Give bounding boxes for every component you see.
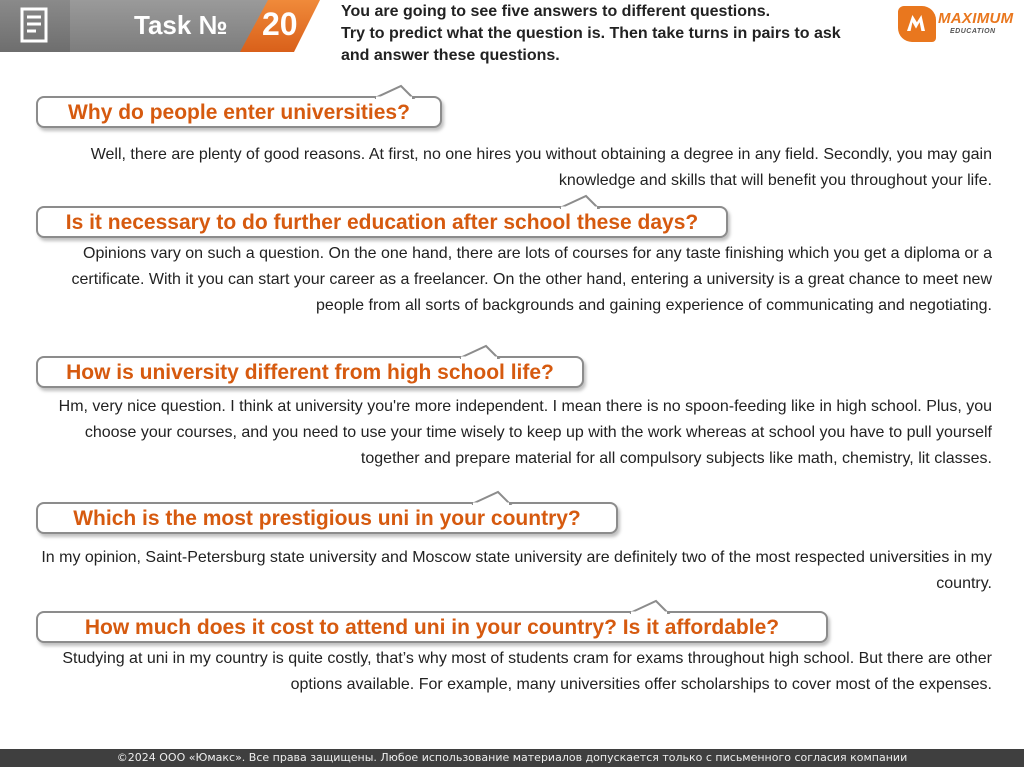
answer-text-3: Hm, very nice question. I think at university you're more independent. I mean there is no spoon-feeding like in high school. Plus, you choose your courses, and you need to use your time wisely to keep up with the work whereas at school you have to pull yourself together and prepare material for all compulsory subjects like math, chemistry, lit classes. (58, 398, 992, 467)
question-bubble-2 (36, 206, 728, 238)
instruction-line-2: Try to predict what the question is. Then take turns in pairs to ask and answer these questions. (341, 25, 841, 64)
bubble-tail (373, 85, 433, 99)
question-bubble-4 (36, 502, 618, 534)
question-text-5: How much does it cost to attend uni in your country? Is it affordable? (84, 616, 780, 639)
header-icon-box (0, 0, 70, 52)
bubble-tail (458, 345, 518, 359)
bubble-tail (558, 195, 618, 209)
logo-mark-icon (898, 6, 936, 42)
document-icon (20, 7, 50, 43)
answer-text-2: Opinions vary on such a question. On the one hand, there are lots of courses for any taste finishing which you get a diploma or a certificate. With it you can start your career as a freelancer. On the other hand, entering a university is a great chance to meet new people from all sorts of backgrounds and gaining experience of communicating and negotiating. (71, 245, 992, 314)
task-number: 20 (262, 6, 298, 42)
logo-name: MAXIMUM (938, 10, 1014, 27)
question-bubble-5 (36, 611, 828, 643)
instructions (341, 1, 861, 67)
answer-text-1: Well, there are plenty of good reasons. At first, no one hires you without obtaining a degree in any field. Secondly, you may gain knowledge and skills that will benefit you throughout your life. (90, 146, 992, 189)
question-text-3: How is university different from high school life? (66, 361, 554, 384)
question-text-2: Is it necessary to do further education after school these days? (65, 211, 699, 234)
logo-subtitle: EDUCATION (950, 28, 996, 35)
task-label: Task № (134, 10, 228, 40)
question-bubble-1 (36, 96, 442, 128)
question-text-1: Why do people enter universities? (68, 101, 410, 124)
question-text-4: Which is the most prestigious uni in your country? (73, 507, 581, 530)
footer-bar (0, 749, 1024, 767)
answer-text-5: Studying at uni in my country is quite costly, that’s why most of students cram for exams throughout high school. But there are other options available. For example, many universities offer scholarships to cover most of the expenses. (62, 650, 992, 693)
question-bubble-3 (36, 356, 584, 388)
answer-text-4: In my opinion, Saint-Petersburg state university and Moscow state university are definitely two of the most respected universities in my country. (41, 549, 992, 592)
bubble-tail (470, 491, 530, 505)
bubble-tail (628, 600, 688, 614)
brand-logo (898, 4, 1014, 48)
instruction-line-1: You are going to see five answers to different questions. (341, 3, 771, 20)
copyright-text: ©2024 ООО «Юмакс». Все права защищены. Любое использование материалов допускается только с письменного согласия компании (116, 751, 908, 764)
